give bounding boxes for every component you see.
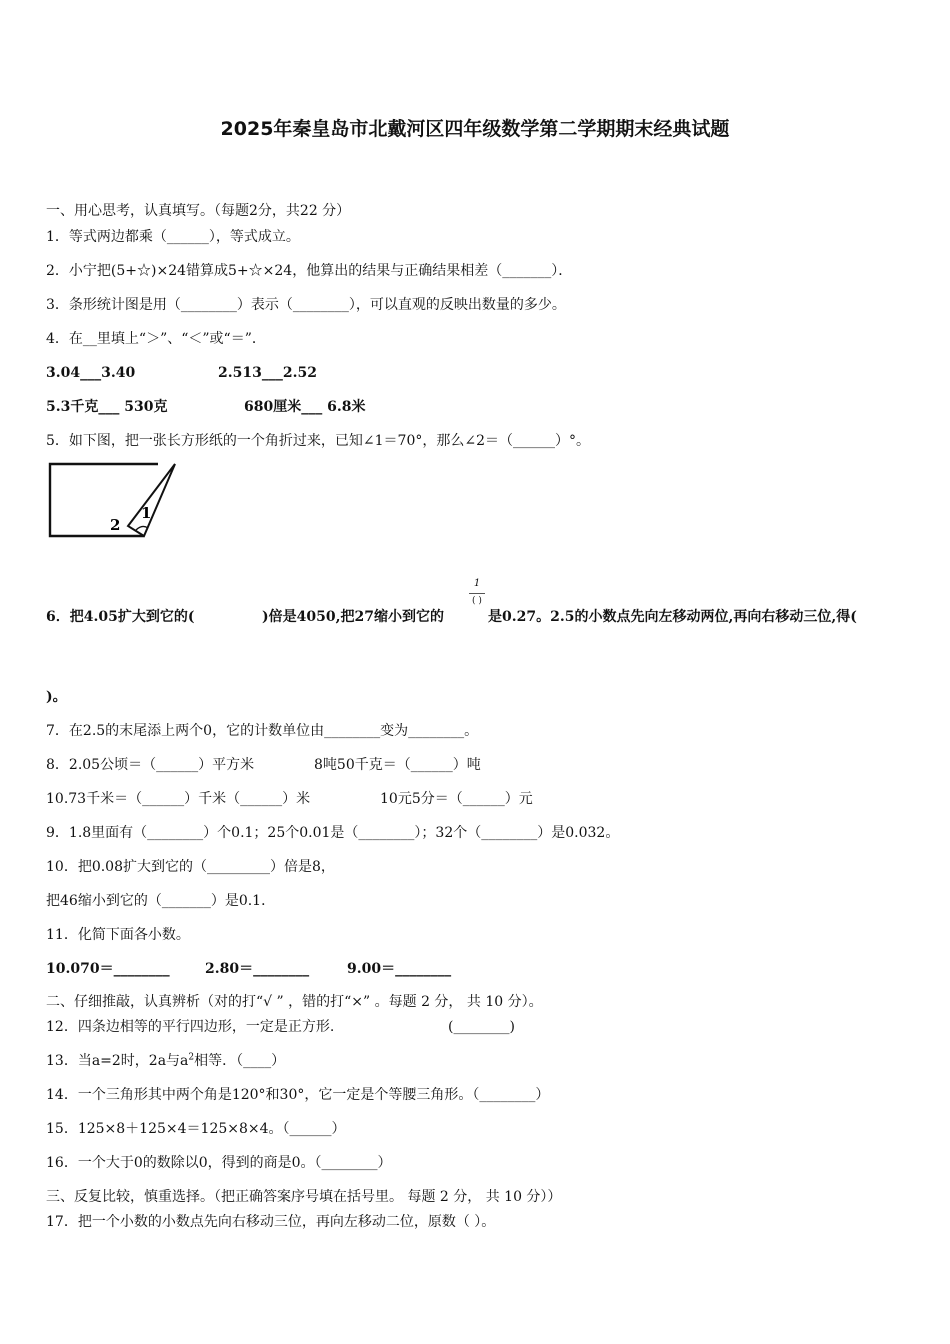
question-2: 2．小宁把(5+☆)×24错算成5+☆×24，他算出的结果与正确结果相差（_______）． — [46, 263, 573, 279]
question-3: 3．条形统计图是用（________）表示（________），可以直观的反映出数量的多少。 — [46, 297, 566, 313]
question-11b: 2.80＝________ — [205, 961, 310, 977]
folded-paper-figure — [46, 462, 180, 542]
question-5: 5．如下图，把一张长方形纸的一个角折过来，已知∠1＝70°，那么∠2＝（______）°。 — [46, 433, 590, 449]
question-8d: 10元5分＝（______）元 — [380, 791, 533, 807]
angle-label-1: 1 — [141, 504, 152, 522]
fraction-denominator: ( ) — [472, 596, 482, 606]
question-13-post: 相等．（____） — [194, 1053, 286, 1069]
question-17: 17．把一个小数的小数点先向右移动三位，再向左移动二位，原数（ ）。 — [46, 1214, 496, 1230]
page-title: 2025年秦皇岛市北戴河区四年级数学第二学期期末经典试题 — [220, 118, 730, 140]
question-4a: 3.04___3.40 — [46, 365, 136, 381]
folded-corner — [128, 464, 175, 536]
question-9: 9．1.8里面有（________）个0.1；25个0.01是（________）；32个（________）是0.032。 — [46, 825, 620, 841]
fraction — [466, 578, 488, 614]
question-15: 15．125×8＋125×4＝125×8×4。（______） — [46, 1121, 346, 1137]
question-11a: 10.070＝________ — [46, 961, 170, 977]
question-4: 4．在__里填上“＞”、“＜”或“＝”． — [46, 331, 266, 347]
question-10b: 把46缩小到它的（_______）是0.1． — [46, 893, 276, 909]
question-13 — [46, 1052, 285, 1070]
question-6-end: )。 — [46, 689, 67, 705]
question-6-part-c: 是0.27。2.5的小数点先向左移动两位,再向右移动三位,得( — [488, 609, 857, 625]
question-13-pre: 13．当a=2时，2a与a — [46, 1053, 189, 1069]
question-1: 1．等式两边都乘（______），等式成立。 — [46, 229, 300, 245]
question-4c: 5.3千克___ 530克 — [46, 399, 168, 415]
question-12: 12．四条边相等的平行四边形，一定是正方形. — [46, 1019, 335, 1035]
question-10a: 10．把0.08扩大到它的（_________）倍是8， — [46, 859, 335, 875]
question-12-answer: (________) — [448, 1019, 515, 1035]
fraction-numerator: 1 — [473, 578, 481, 589]
question-11: 11．化简下面各小数。 — [46, 927, 190, 943]
rectangle-outline — [50, 464, 158, 536]
question-14: 14．一个三角形其中两个角是120°和30°，它一定是个等腰三角形。（________） — [46, 1087, 550, 1103]
section3-heading: 三、反复比较，慎重选择。（把正确答案序号填在括号里。 每题 2 分， 共 10 分）） — [46, 1189, 562, 1205]
section1-heading: 一、用心思考，认真填写。（每题2分，共22 分） — [46, 203, 351, 219]
question-8c: 10.73千米＝（______）千米（______）米 — [46, 791, 311, 807]
fraction-bar — [469, 593, 485, 594]
question-7: 7．在2.5的末尾添上两个0，它的计数单位由________变为________。 — [46, 723, 479, 739]
question-4b: 2.513___2.52 — [218, 365, 317, 381]
question-8a: 8．2.05公顷＝（______）平方米 — [46, 757, 255, 773]
question-11c: 9.00＝________ — [347, 961, 452, 977]
angle-label-2: 2 — [110, 516, 121, 534]
question-13-exponent: 2 — [188, 1052, 195, 1063]
question-6-part-a: 6．把4.05扩大到它的( — [46, 609, 195, 625]
question-6-part-b: )倍是4050,把27缩小到它的 — [262, 609, 444, 625]
question-8b: 8吨50千克＝（______）吨 — [314, 757, 481, 773]
section2-heading: 二、仔细推敲，认真辨析（对的打“√ ” ，错的打“×” 。每题 2 分， 共 10 分）。 — [46, 994, 543, 1010]
question-4d: 680厘米___ 6.8米 — [244, 399, 366, 415]
question-16: 16．一个大于0的数除以0，得到的商是0。（________） — [46, 1155, 392, 1171]
